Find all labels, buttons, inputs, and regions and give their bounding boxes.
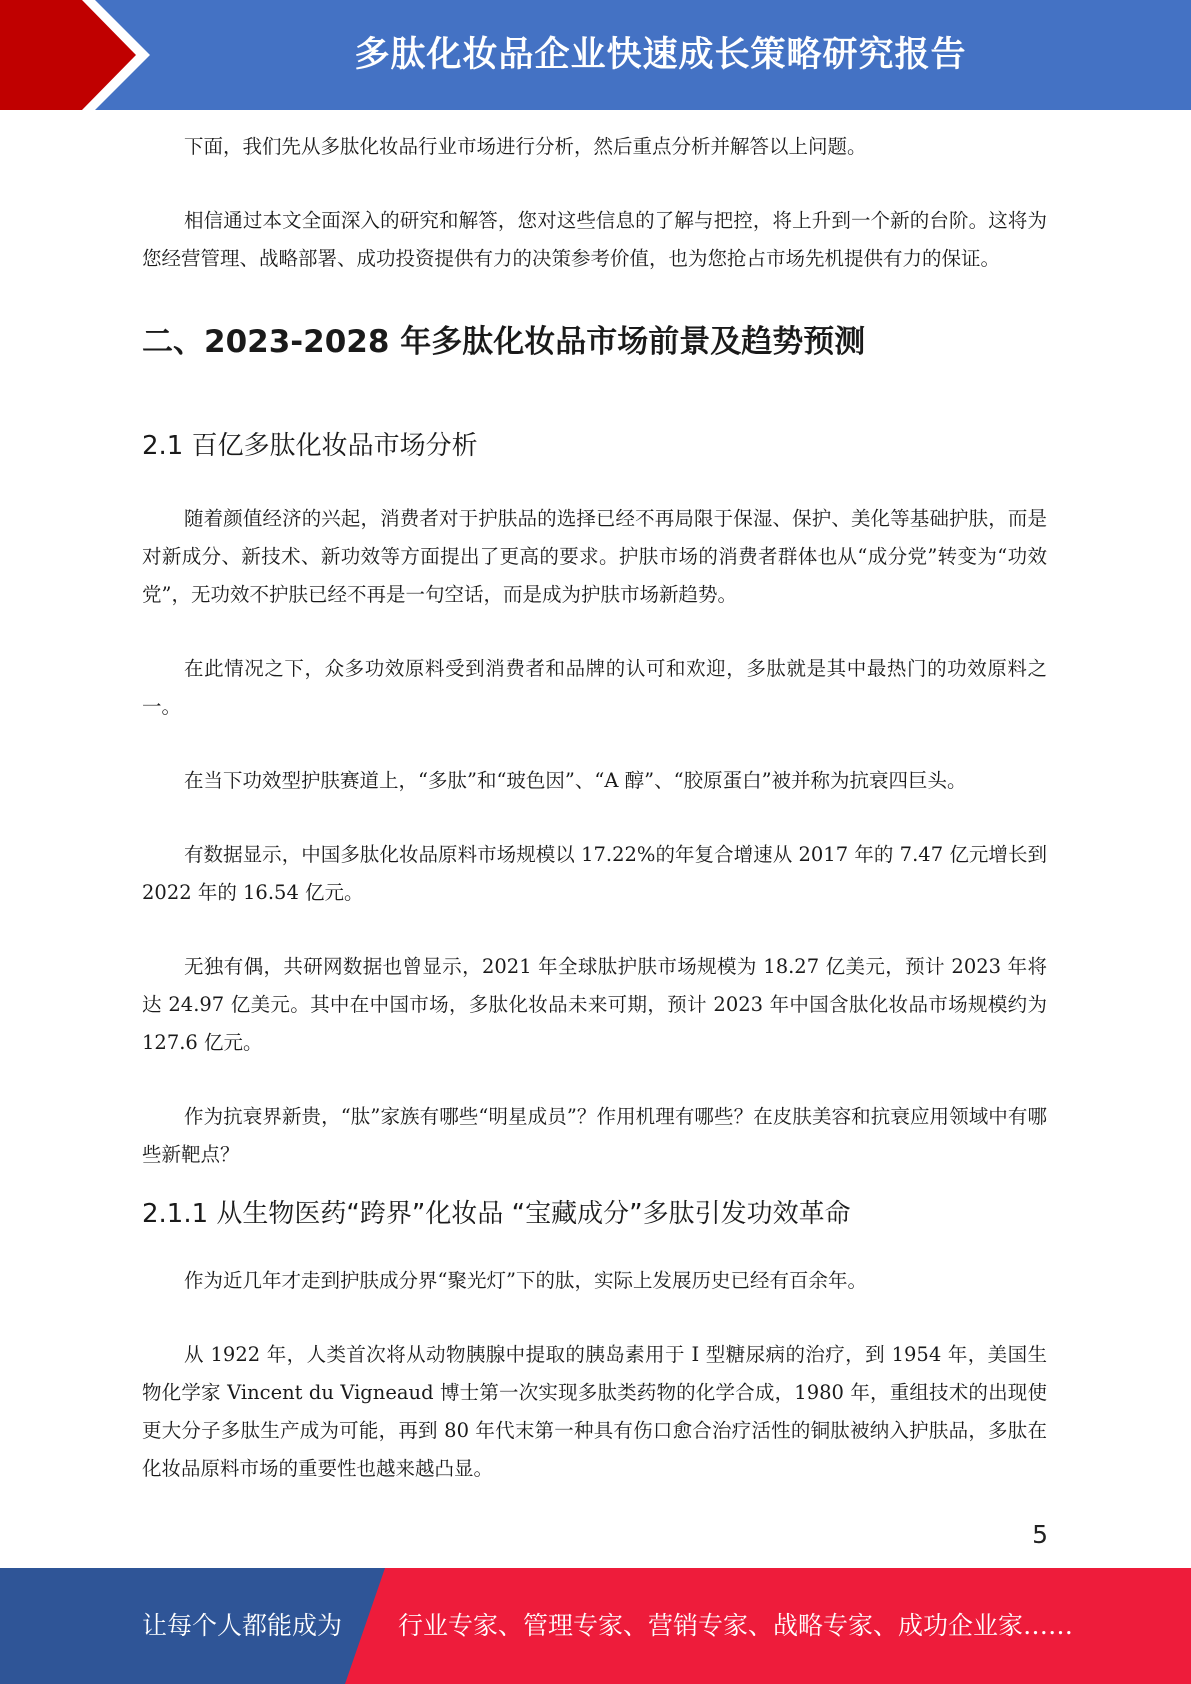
report-title: 多肽化妆品企业快速成长策略研究报告 <box>354 35 967 75</box>
subsection-heading-2-1: 2.1 百亿多肽化妆品市场分析 <box>142 431 478 461</box>
paragraph-questions: 作为抗衰界新贵，“肽”家族有哪些“明星成员”？作用机理有哪些？在皮肤美容和抗衰应用领域中有哪些新靶点？ <box>142 1105 1047 1166</box>
paragraph-history-detail: 从 1922 年，人类首次将从动物胰腺中提取的胰岛素用于 I 型糖尿病的治疗，到 1954 年，美国生物化学家 Vincent du Vigneaud 博士第一次实现多肽类药物的化学合成，1980 年，重组技术的出现使更大分子多肽生产成为可能，再到 80 年代末第一种具有伤口愈合治疗活性的铜肽被纳入护肤品，多肽在化妆品原料市场的重要性也越来越凸显。 <box>142 1343 1047 1480</box>
footer-slogan-left: 让每个人都能成为 <box>142 1611 343 1640</box>
paragraph-anti-aging: 在当下功效型护肤赛道上，“多肽”和“玻色因”、“A 醇”、“胶原蛋白”被并称为抗衰四巨头。 <box>184 769 967 792</box>
page-number: 5 <box>1032 1520 1048 1549</box>
header-chevron-icon <box>0 0 136 110</box>
paragraph-global-market: 无独有偶，共研网数据也曾显示，2021 年全球肽护肤市场规模为 18.27 亿美元，预计 2023 年将达 24.97 亿美元。其中在中国市场，多肽化妆品未来可期，预计 2023 年中国含肽化妆品市场规模约为 127.6 亿元。 <box>142 955 1047 1054</box>
paragraph-history-intro: 作为近几年才走到护肤成分界“聚光灯”下的肽，实际上发展历史已经有百余年。 <box>184 1269 867 1292</box>
subsection-heading-2-1-1: 2.1.1 从生物医药“跨界”化妆品 “宝藏成分”多肽引发功效革命 <box>142 1199 851 1229</box>
paragraph-beauty-economy: 随着颜值经济的兴起，消费者对于护肤品的选择已经不再局限于保湿、保护、美化等基础护肤，而是对新成分、新技术、新功效等方面提出了更高的要求。护肤市场的消费者群体也从“成分党”转变为“功效党”，无功效不护肤已经不再是一句空话，而是成为护肤市场新趋势。 <box>142 507 1047 606</box>
footer-slogan-right: 行业专家、管理专家、营销专家、战略专家、成功企业家…… <box>398 1611 1074 1640</box>
paragraph-belief: 相信通过本文全面深入的研究和解答，您对这些信息的了解与把控，将上升到一个新的台阶。这将为您经营管理、战略部署、成功投资提供有力的决策参考价值，也为您抢占市场先机提供有力的保证。 <box>142 209 1047 270</box>
paragraph-intro: 下面，我们先从多肽化妆品行业市场进行分析，然后重点分析并解答以上问题。 <box>184 135 867 158</box>
paragraph-ingredients: 在此情况之下，众多功效原料受到消费者和品牌的认可和欢迎，多肽就是其中最热门的功效原料之一。 <box>142 657 1047 718</box>
section-heading: 二、2023-2028 年多肽化妆品市场前景及趋势预测 <box>142 324 866 360</box>
document-body <box>142 128 1047 1488</box>
page-footer <box>0 1568 1191 1684</box>
page-header <box>0 0 1191 110</box>
paragraph-market-size: 有数据显示，中国多肽化妆品原料市场规模以 17.22%的年复合增速从 2017 年的 7.47 亿元增长到 2022 年的 16.54 亿元。 <box>142 843 1047 904</box>
